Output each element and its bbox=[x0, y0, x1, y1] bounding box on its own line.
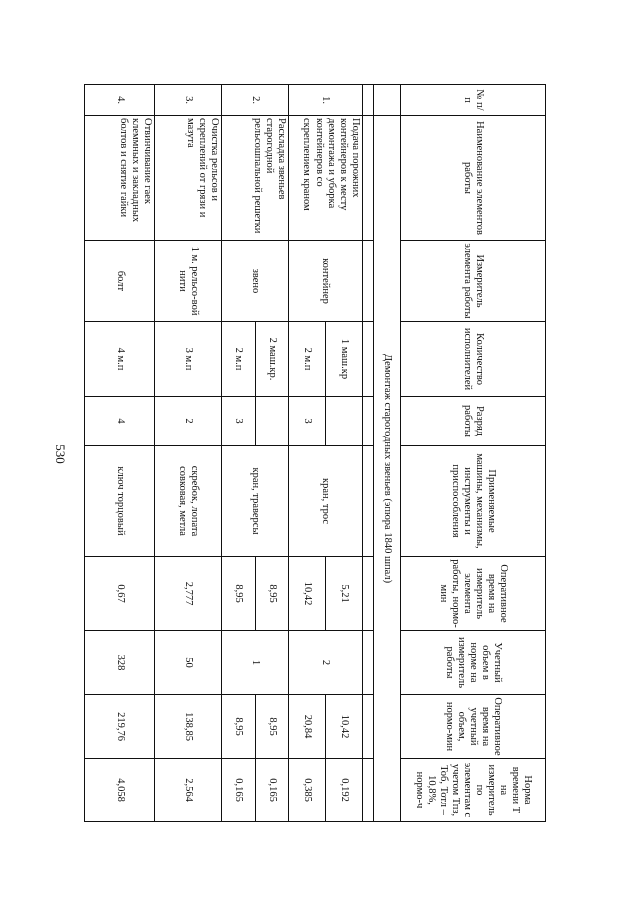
row-count-volume: 1 bbox=[221, 631, 288, 695]
section-title: Демонтаж старогодных звеньев (эпюра 1840 шпал) bbox=[374, 116, 401, 822]
header-norm-time: Норма времени T на измеритель по элементам с учетом Тпз, Тоб, Тотл – 10,8%, нормо-ч bbox=[401, 759, 546, 822]
section-row bbox=[374, 85, 401, 822]
row-grade: 3 bbox=[288, 397, 326, 446]
header-op-time: Оперативное время на измеритель элемента работы, нормо-мин bbox=[401, 557, 546, 631]
row-norm: 4,058 bbox=[85, 759, 155, 822]
row-count-volume: 50 bbox=[155, 631, 222, 695]
row-count-volume: 328 bbox=[85, 631, 155, 695]
row-name: Подача порожних контейнеров к месту демонтажа и уборка контейнеров со скреплением краном bbox=[288, 116, 362, 241]
norm-table-rotated bbox=[84, 84, 546, 821]
row-grade bbox=[326, 397, 362, 446]
header-num: № п/п bbox=[401, 85, 546, 116]
spacer-row bbox=[362, 85, 374, 822]
row-op-time: 0,67 bbox=[85, 557, 155, 631]
row-op-time: 5,21 bbox=[326, 557, 362, 631]
row-op-time-count: 219,76 bbox=[85, 695, 155, 759]
page-number: 530 bbox=[53, 444, 68, 464]
header-count-volume: Учетный объем в норме на измеритель работы bbox=[401, 631, 546, 695]
row-number: 3. bbox=[155, 85, 222, 116]
header-name: Наименование элементов работы bbox=[401, 116, 546, 241]
row-op-time-count: 8,95 bbox=[221, 695, 255, 759]
table-row bbox=[255, 85, 288, 822]
table-row bbox=[326, 85, 362, 822]
row-op-time: 8,95 bbox=[255, 557, 288, 631]
row-meter: 1 м. рельсо-вой нити bbox=[155, 241, 222, 322]
row-norm: 0,385 bbox=[288, 759, 326, 822]
row-workers: 2 м.п bbox=[221, 322, 255, 397]
table-row bbox=[155, 85, 222, 822]
row-meter: звено bbox=[221, 241, 288, 322]
row-machines: кран, траверсы bbox=[221, 446, 288, 557]
row-op-time: 8,95 bbox=[221, 557, 255, 631]
row-norm: 0,165 bbox=[221, 759, 255, 822]
row-workers: 1 маш.кр bbox=[326, 322, 362, 397]
header-grade: Разряд работы bbox=[401, 397, 546, 446]
header-row bbox=[401, 85, 546, 822]
row-norm: 0,165 bbox=[255, 759, 288, 822]
row-op-time-count: 20,84 bbox=[288, 695, 326, 759]
row-workers: 2 маш.кр. bbox=[255, 322, 288, 397]
row-op-time-count: 138,85 bbox=[155, 695, 222, 759]
row-op-time-count: 10,42 bbox=[326, 695, 362, 759]
row-workers: 2 м.п bbox=[288, 322, 326, 397]
row-norm: 0,192 bbox=[326, 759, 362, 822]
row-name: Раскладка звеньев старогодной рельсошпальной решетки bbox=[221, 116, 288, 241]
row-name: Очистка рельсов и скреплений от грязи и мазута bbox=[155, 116, 222, 241]
header-machines: Применяемые машины, механизмы, инструменты и приспособления bbox=[401, 446, 546, 557]
table-row bbox=[85, 85, 155, 822]
header-workers: Количество исполнителей bbox=[401, 322, 546, 397]
row-op-time: 10,42 bbox=[288, 557, 326, 631]
row-number: 4. bbox=[85, 85, 155, 116]
row-norm: 2,564 bbox=[155, 759, 222, 822]
row-machines: кран, трос bbox=[288, 446, 362, 557]
row-op-time: 2,777 bbox=[155, 557, 222, 631]
row-grade bbox=[255, 397, 288, 446]
row-grade: 4 bbox=[85, 397, 155, 446]
header-meter: Измеритель элемента работы bbox=[401, 241, 546, 322]
row-name: Отвинчивание гаек клеммных и закладных болтов и снятие гайки bbox=[85, 116, 155, 241]
section-spacer-cell bbox=[374, 85, 401, 116]
row-machines: скребок, лопата совковая, метла bbox=[155, 446, 222, 557]
norm-table bbox=[84, 84, 546, 822]
row-grade: 2 bbox=[155, 397, 222, 446]
row-meter: болт bbox=[85, 241, 155, 322]
row-op-time-count: 8,95 bbox=[255, 695, 288, 759]
row-workers: 4 м.п bbox=[85, 322, 155, 397]
row-count-volume: 2 bbox=[288, 631, 362, 695]
row-meter: контейнер bbox=[288, 241, 362, 322]
row-machines: ключ торцовый bbox=[85, 446, 155, 557]
row-workers: 3 м.п bbox=[155, 322, 222, 397]
row-number: 2. bbox=[221, 85, 288, 116]
row-grade: 3 bbox=[221, 397, 255, 446]
header-op-time-count: Оперативное время на учетный объем, нормо-мин bbox=[401, 695, 546, 759]
row-number: 1. bbox=[288, 85, 362, 116]
